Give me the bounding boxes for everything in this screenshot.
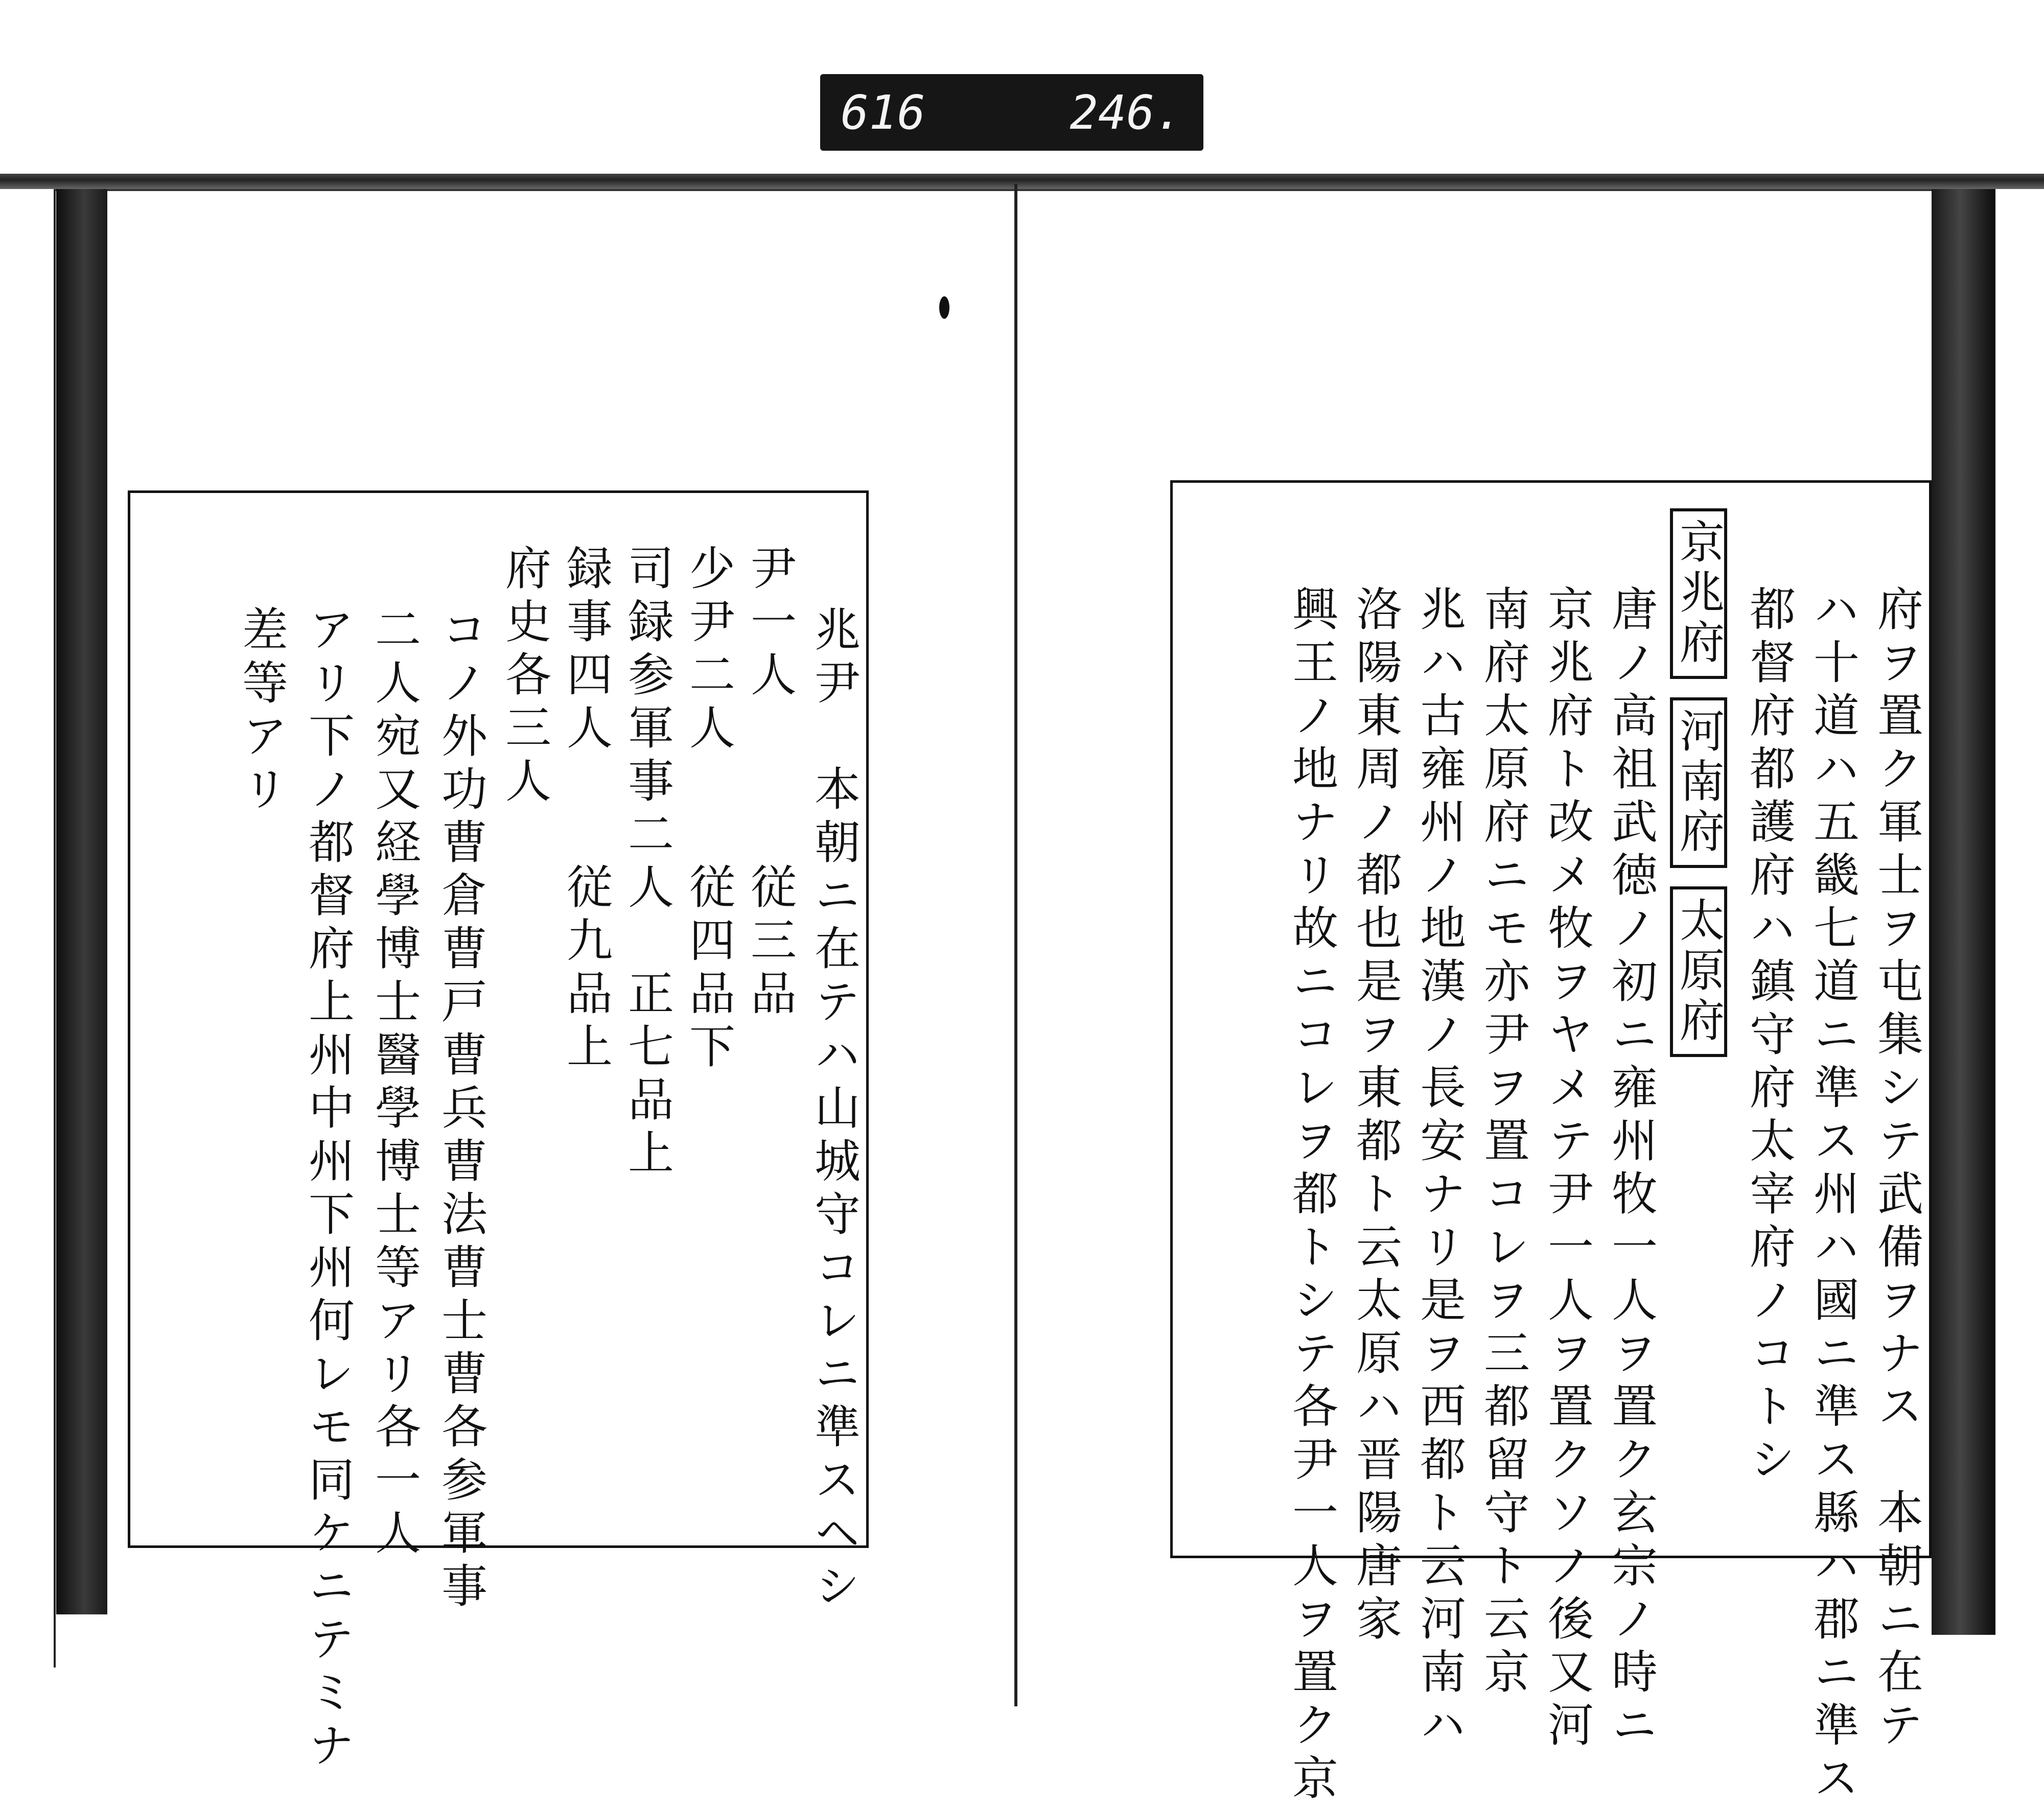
text-column-6: 南府太原府ニモ亦尹ヲ置コレヲ三都留守ト云京	[1476, 585, 1529, 1701]
text-column-7: 兆ハ古雍州ノ地漢ノ長安ナリ是ヲ西都ト云河南ハ	[1412, 585, 1466, 1754]
heading-henan-fu: 河南府	[1670, 697, 1727, 868]
heading-jingzhao-fu: 京兆府	[1670, 508, 1727, 679]
text-column-6: 府史各三人	[497, 544, 551, 810]
film-label-left: 616	[841, 85, 926, 140]
heading-taiyuan-fu: 太原府	[1670, 886, 1727, 1057]
text-column-9: アリ下ノ都督府上州中州下州何レモ同ケニテミナ	[300, 605, 354, 1774]
text-column-4: 司録参軍事二人 正七品上	[620, 544, 673, 1182]
left-spine	[56, 189, 107, 1614]
book-gutter	[1014, 184, 1017, 1706]
text-column-2: ハ十道ハ五畿七道ニ準ス州ハ國ニ準ス縣ハ郡ニ準ス	[1805, 585, 1859, 1807]
text-column-1: 兆尹 本朝ニ在テハ山城守コレニ準スヘシ	[806, 605, 860, 1615]
right-spine	[1932, 189, 1995, 1635]
text-column-10: 差等アリ	[234, 605, 288, 818]
text-column-3: 少尹二人 従四品下	[681, 544, 735, 1075]
text-column-2: 尹一人 従三品	[742, 544, 796, 1022]
right-text-frame	[1170, 480, 1932, 1807]
left-text-frame	[128, 490, 869, 1774]
text-column-5: 録事四人 従九品上	[559, 544, 612, 1075]
text-column-5: 京兆府ト改メ牧ヲヤメテ尹一人ヲ置クソノ後又河	[1540, 585, 1593, 1754]
top-edge-rule	[0, 174, 2044, 189]
text-column-3: 都督府都護府ハ鎮守府太宰府ノコトシ	[1741, 585, 1795, 1488]
film-frame-label	[820, 74, 1203, 151]
text-column-7: コノ外功曹倉曹戸曹兵曹法曹士曹各参軍事	[433, 605, 487, 1615]
film-label-right: 246.	[1070, 85, 1183, 140]
ink-blot	[939, 296, 949, 319]
text-column-8: 二人宛又経學博士醫學博士等アリ各一人	[367, 605, 421, 1562]
text-column-1: 府ヲ置ク軍士ヲ屯集シテ武備ヲナス 本朝ニ在テ	[1869, 585, 1923, 1754]
text-column-4: 唐ノ高祖武徳ノ初ニ雍州牧一人ヲ置ク玄宗ノ時ニ	[1604, 585, 1657, 1754]
text-column-8: 洛陽東周ノ都也是ヲ東都ト云太原ハ晋陽唐家	[1348, 585, 1402, 1648]
text-column-9: 興王ノ地ナリ故ニコレヲ都トシテ各尹一人ヲ置ク京	[1284, 585, 1338, 1807]
